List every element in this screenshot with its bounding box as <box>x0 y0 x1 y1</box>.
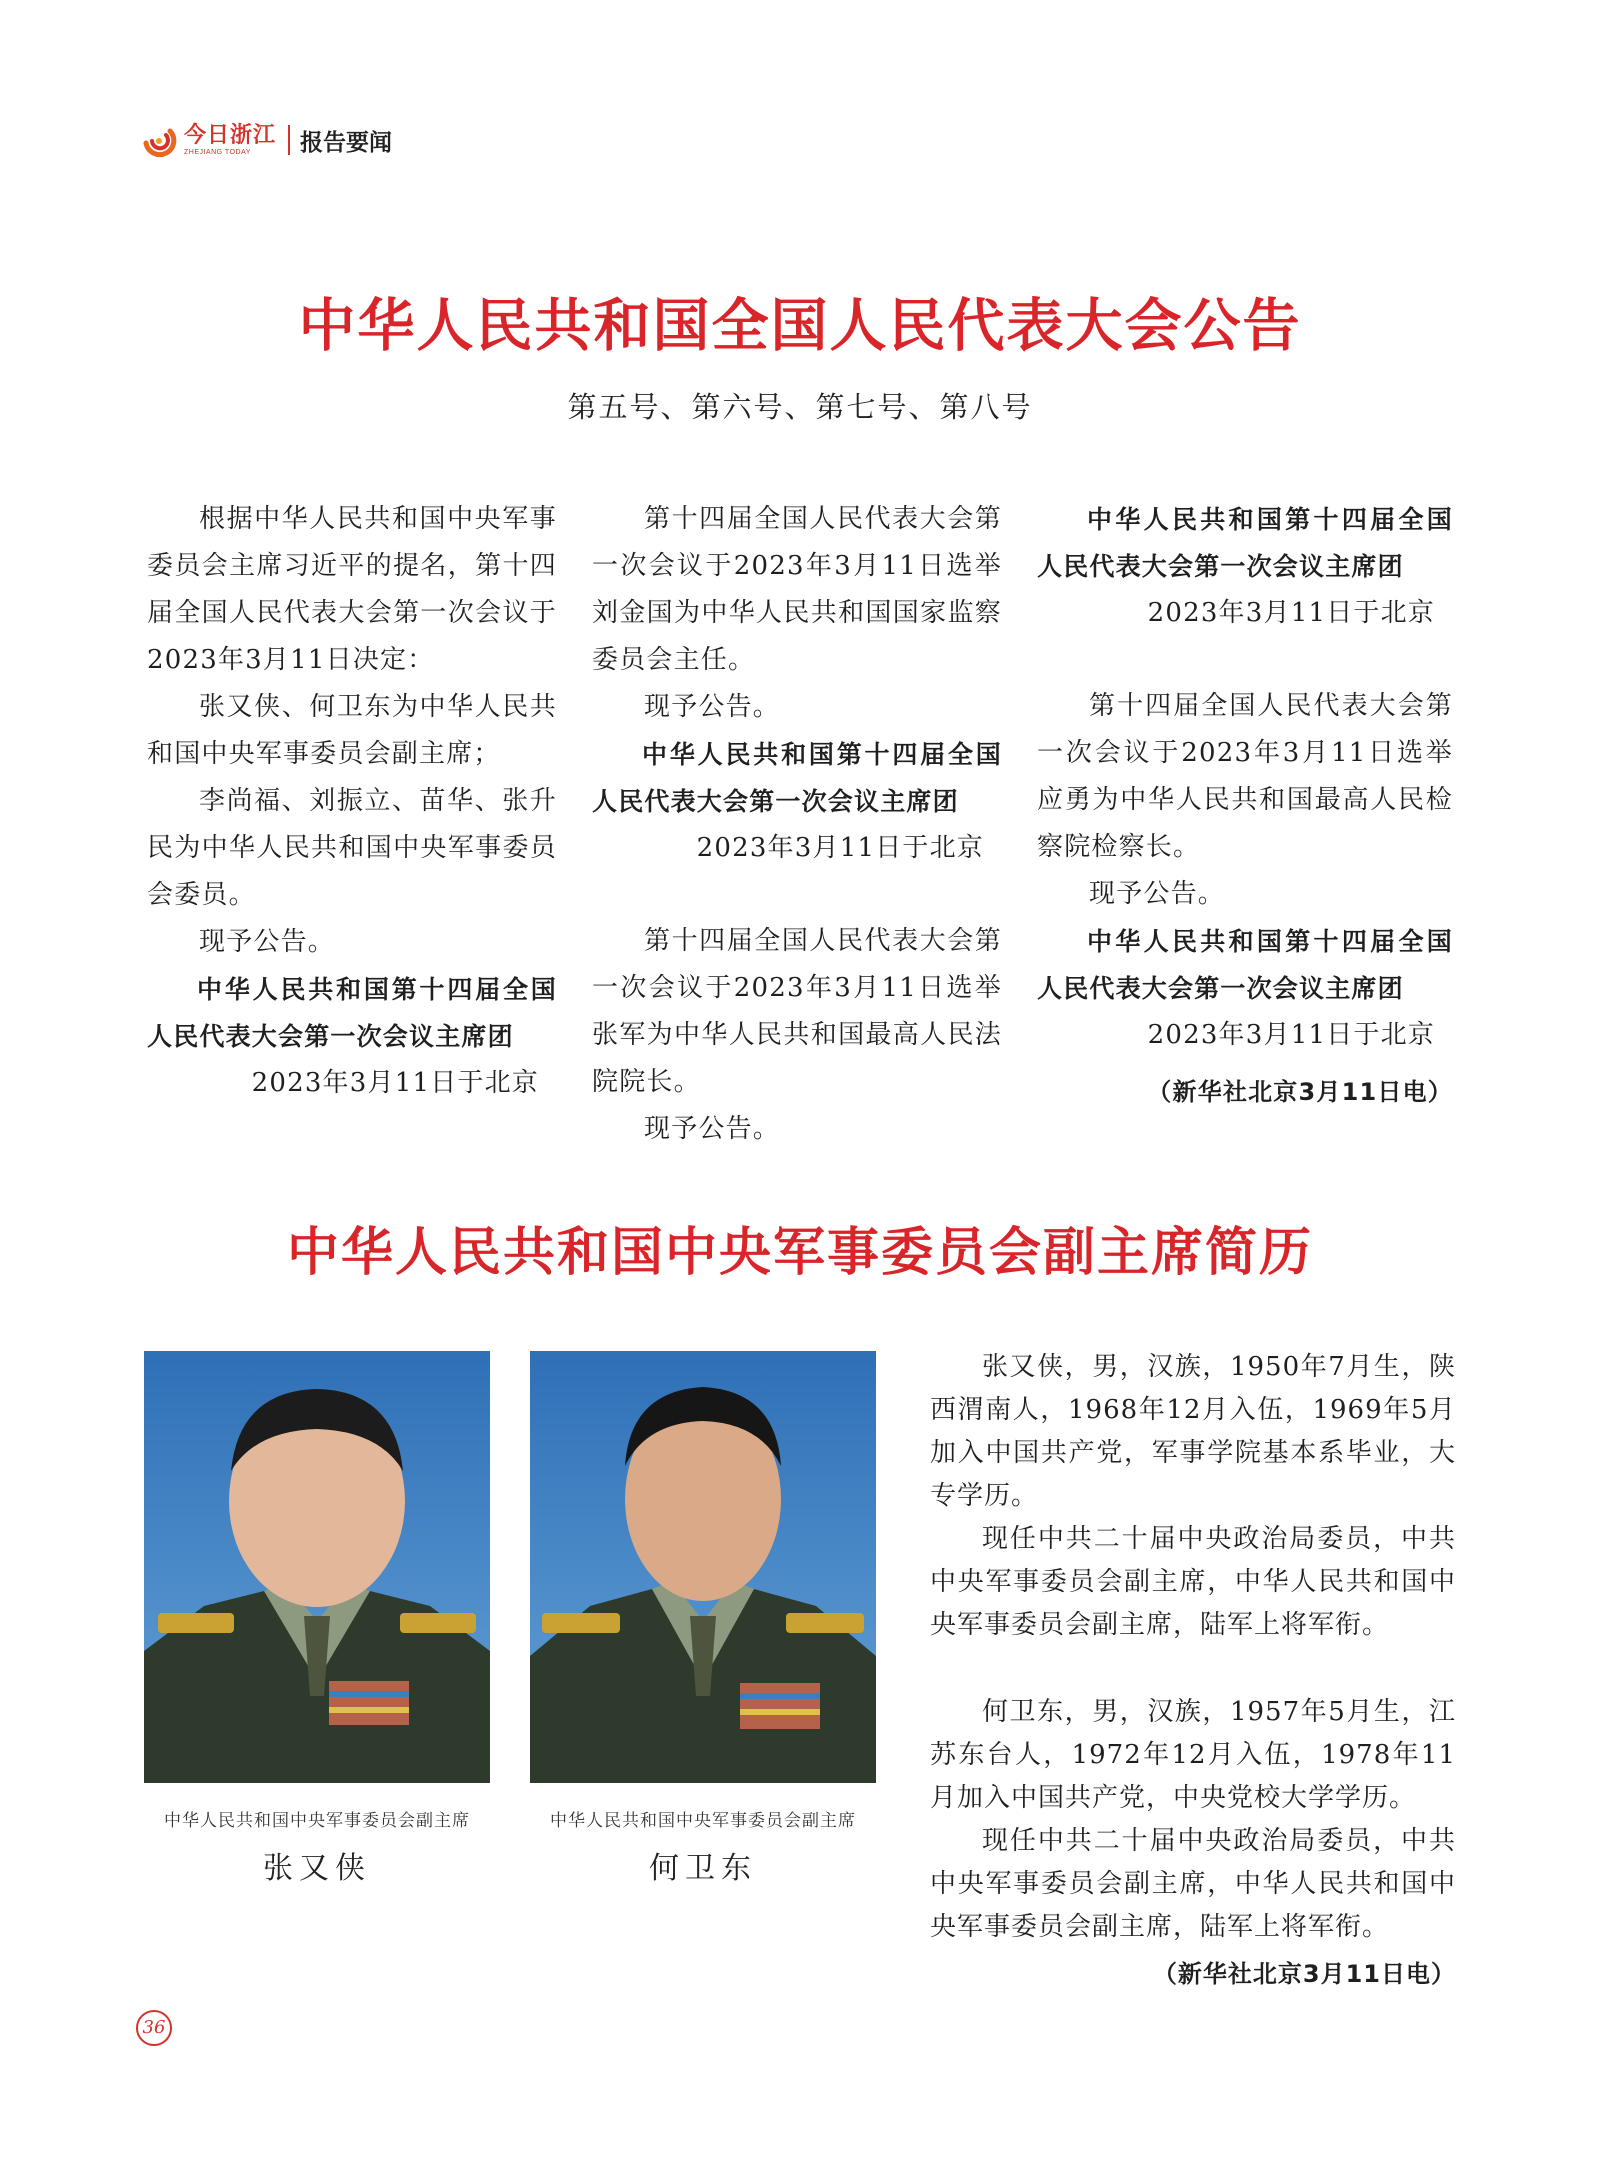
paragraph: 第十四届全国人民代表大会第一次会议于2023年3月11日选举张军为中华人民共和国最高人民法院院长。 <box>592 926 1002 1097</box>
date-line: 2023年3月11日于北京 <box>251 1068 539 1098</box>
paragraph: 现任中共二十届中央政治局委员，中共中央军事委员会副主席，中华人民共和国中央军事委员会副主席，陆军上将军衔。 <box>930 1826 1456 1942</box>
spacer <box>592 872 1002 918</box>
logo-icon <box>140 121 178 159</box>
paragraph: 第十四届全国人民代表大会第一次会议于2023年3月11日选举应勇为中华人民共和国最高人民检察院检察长。 <box>1037 691 1453 862</box>
signature: 中华人民共和国第十四届全国人民代表大会第一次会议主席团 <box>1037 505 1453 581</box>
announcement-title: 中华人民共和国全国人民代表大会公告 <box>298 293 1302 359</box>
logo-text <box>184 124 276 156</box>
date-line: 2023年3月11日于北京 <box>1147 1020 1435 1050</box>
photo-caption: 中华人民共和国中央军事委员会副主席 <box>550 1811 856 1831</box>
paragraph: 现予公告。 <box>644 692 781 722</box>
paragraph: 何卫东，男，汉族，1957年5月生，江苏东台人，1972年12月入伍，1978年11月加入中国共产党，中央党校大学学历。 <box>930 1697 1456 1813</box>
paragraph: 现任中共二十届中央政治局委员，中共中央军事委员会副主席，中华人民共和国中央军事委员会副主席，陆军上将军衔。 <box>930 1524 1456 1640</box>
announcement-column-1 <box>147 496 557 1107</box>
logo-cn: 今日浙江 <box>184 122 277 148</box>
announcement-column-3 <box>1037 496 1453 1116</box>
paragraph: 张又侠，男，汉族，1950年7月生，陕西渭南人，1968年12月入伍，1969年5月加入中国共产党，军事学院基本系毕业，大专学历。 <box>930 1352 1456 1511</box>
date-line: 2023年3月11日于北京 <box>696 833 984 863</box>
signature: 中华人民共和国第十四届全国人民代表大会第一次会议主席团 <box>1037 927 1453 1003</box>
photo-caption: 中华人民共和国中央军事委员会副主席 <box>164 1811 470 1831</box>
page-number: 36 <box>136 2010 172 2046</box>
paragraph: 现予公告。 <box>644 1114 781 1144</box>
profiles-title: 中华人民共和国中央军事委员会副主席简历 <box>286 1223 1313 1283</box>
paragraph: 现予公告。 <box>199 927 336 957</box>
date-line: 2023年3月11日于北京 <box>1147 598 1435 628</box>
spacer <box>930 1647 1456 1691</box>
announcement-subtitle: 第五号、第六号、第七号、第八号 <box>567 390 1033 424</box>
signature: 中华人民共和国第十四届全国人民代表大会第一次会议主席团 <box>147 975 557 1051</box>
news-source: （新华社北京3月11日电） <box>1152 1960 1456 1988</box>
paragraph: 根据中华人民共和国中央军事委员会主席习近平的提名，第十四届全国人民代表大会第一次会议于2023年3月11日决定： <box>147 504 557 675</box>
portrait-photo <box>144 1351 490 1783</box>
signature: 中华人民共和国第十四届全国人民代表大会第一次会议主席团 <box>592 740 1002 816</box>
paragraph: 第十四届全国人民代表大会第一次会议于2023年3月11日选举刘金国为中华人民共和国国家监察委员会主任。 <box>592 504 1002 675</box>
biography <box>930 1346 1456 1996</box>
header-divider <box>288 125 290 155</box>
paragraph: 现予公告。 <box>1089 879 1226 909</box>
news-source: （新华社北京3月11日电） <box>1147 1078 1453 1106</box>
portrait-photo <box>530 1351 876 1783</box>
person-name: 张又侠 <box>263 1851 371 1886</box>
section-label: 报告要闻 <box>300 129 393 156</box>
logo-en: ZHEJIANG TODAY <box>184 149 251 156</box>
person-name: 何卫东 <box>649 1851 757 1886</box>
announcement-column-2 <box>592 496 1002 1153</box>
spacer <box>1037 637 1453 683</box>
paragraph: 李尚福、刘振立、苗华、张升民为中华人民共和国中央军事委员会委员。 <box>147 786 557 910</box>
paragraph: 张又侠、何卫东为中华人民共和国中央军事委员会副主席； <box>147 692 557 769</box>
masthead <box>140 118 392 162</box>
